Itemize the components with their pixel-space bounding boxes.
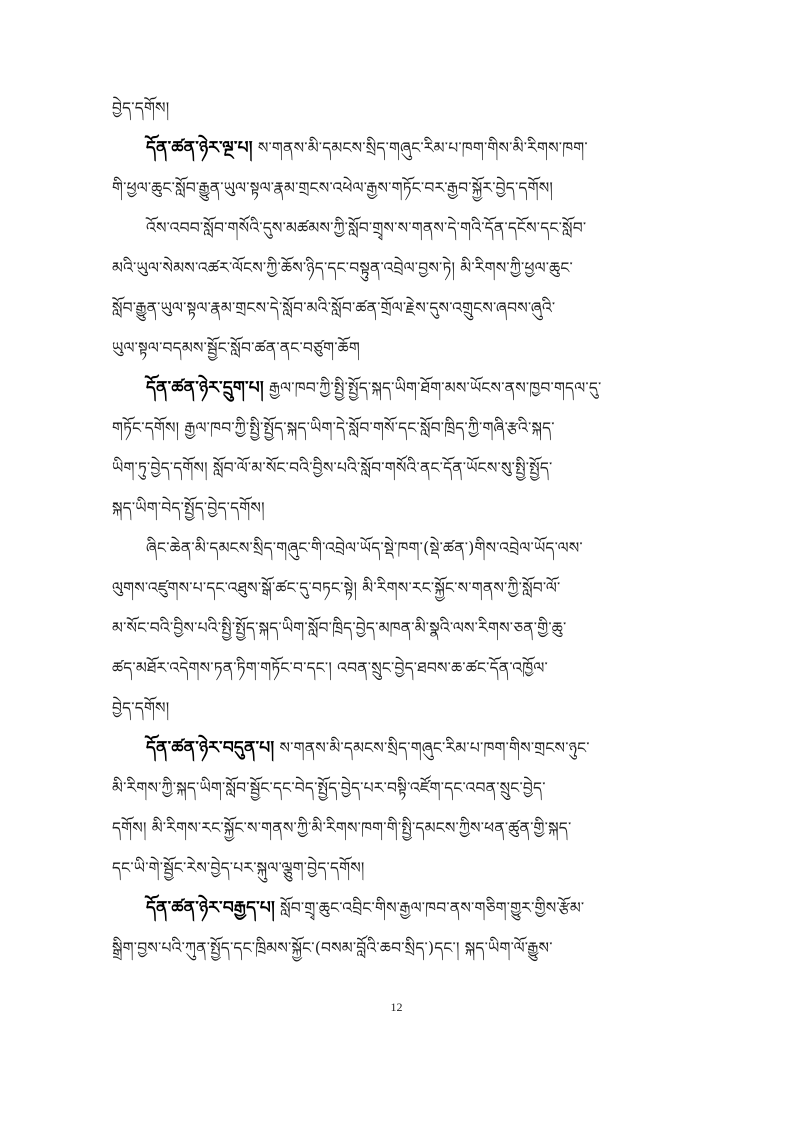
text-line xyxy=(112,928,684,968)
text-line xyxy=(112,808,684,848)
line-text: བྱེད་དགོས། xyxy=(112,699,170,717)
text-line xyxy=(112,888,684,928)
line-text: མ་སོང་བའི་བྱིས་པའི་སྤྱི་སྤྱོད་སྐད་ཡིག་སློབ་ཁྲིད་བྱེད་མཁན་མི་སྣའི་ལས་རིགས་ཅན་གྱི་ཆུ་ xyxy=(112,619,567,637)
line-text: ཚད་མཐོར་འདེགས་ཏན་ཏིག་གཏོང་བ་དང་། འབན་སྲུང་བྱེད་ཐབས་ཆ་ཚང་དོན་འཁྱོལ་ xyxy=(112,659,548,677)
text-line xyxy=(112,288,684,328)
text-line xyxy=(112,768,684,808)
page-number: 12 xyxy=(390,1000,403,1014)
line-text: བྱེད་དགོས། xyxy=(112,99,170,117)
line-text: སློབ་གྲྭ་ཆུང་འབྲིང་གིས་རྒྱལ་ཁབ་ནས་གཅིག་གྱུར་གྱིས་རྩོམ་ xyxy=(274,899,585,917)
document-page xyxy=(112,88,684,1008)
line-text: དགོས། མི་རིགས་རང་སྐྱོང་ས་གནས་ཀྱི་མི་རིགས་ཁག་གི་སྤྱི་དམངས་ཀྱིས་ཕན་ཚུན་གྱི་སྐད་ xyxy=(112,819,572,837)
line-text: སློབ་རྒྱུན་ཡུལ་སྟལ་རྣམ་གྲངས་དེ་སློབ་མའི་སློབ་ཚན་གྲོལ་རྗེས་དུས་འགྲུངས་ཞབས་ཞུའི་ xyxy=(112,299,556,317)
text-line xyxy=(112,608,684,648)
line-text: གཏོང་དགོས། རྒྱལ་ཁབ་ཀྱི་སྤྱི་སྤྱོད་སྐད་ཡིག་དེ་སློབ་གསོ་དང་སློབ་ཁྲིད་ཀྱི་གཞི་རྩའི་སྐད་ xyxy=(112,419,555,437)
text-line xyxy=(112,168,684,208)
text-line xyxy=(112,448,684,488)
text-line xyxy=(112,488,684,528)
text-line xyxy=(112,208,684,248)
text-line xyxy=(112,688,684,728)
line-text: མི་རིགས་ཀྱི་སྐད་ཡིག་སློབ་སྦྱོང་དང་བེད་སྤྱོད་བྱེད་པར་བསྟི་འཛོག་དང་འབན་སྲུང་བྱེད་ xyxy=(112,779,546,797)
line-text: ས་གནས་མི་དམངས་སྲིད་གཞུང་རིམ་པ་ཁག་གིས་གྲངས་ཉུང་ xyxy=(274,739,590,757)
line-text: མའི་ཡུལ་སེམས་འཚར་ལོངས་ཀྱི་ཆོས་ཉིད་དང་བསྟུན་འབྲེལ་བྱས་ཏེ། མི་རིགས་ཀྱི་ཕྱལ་ཆུང་ xyxy=(112,259,574,277)
article-heading: དོན་ཚན་ཉེར་དྲུག་པ། xyxy=(146,378,264,398)
line-text: ཡུལ་སྟལ་བདམས་སྦྱོང་སློབ་ཚན་ནང་བཙུག་ཆོག xyxy=(112,339,361,357)
article-heading: དོན་ཚན་ཉེར་བརྒྱད་པ། xyxy=(146,898,275,918)
text-line xyxy=(112,728,684,768)
line-text: གི་ཕྱལ་ཆུང་སློབ་རྒྱུན་ཡུལ་སྟལ་རྣམ་གྲངས་འཕེལ་རྒྱས་གཏོང་བར་རྒྱབ་སྐྱོར་བྱེད་དགོས། xyxy=(112,179,554,197)
text-line xyxy=(112,568,684,608)
article-heading: དོན་ཚན་ཉེར་བདུན་པ། xyxy=(146,738,275,758)
line-text: འོས་འབབ་སློབ་གསོའི་དུས་མཚམས་ཀྱི་སློབ་གྲྭས་ས་གནས་དེ་གའི་དོན་དངོས་དང་སློབ་ xyxy=(146,219,587,237)
text-line xyxy=(112,648,684,688)
line-text: ལུགས་འཛུགས་པ་དང་འཐུས་སྒོ་ཚང་དུ་བཏང་སྟེ། མི་རིགས་རང་སྐྱོང་ས་གནས་ཀྱི་སློབ་ལོ་ xyxy=(112,579,561,597)
text-line xyxy=(112,128,684,168)
line-text: དང་ཡི་གེ་སྦྱོང་རེས་བྱེད་པར་སྐུལ་ལྕུག་བྱེད་དགོས། xyxy=(112,859,365,877)
text-line xyxy=(112,88,684,128)
line-text: རྒྱལ་ཁབ་ཀྱི་སྤྱི་སྤྱོད་སྐད་ཡིག་ཐོག་མས་ཡོངས་ནས་ཁྱབ་གདལ་དུ་ xyxy=(263,379,602,397)
line-text: ཡིག་ཏུ་བྱེད་དགོས། སློབ་ལོ་མ་སོང་བའི་བྱིས་པའི་སློབ་གསོའི་ནང་དོན་ཡོངས་སུ་སྤྱི་སྤྱོད་ xyxy=(112,459,553,477)
text-line xyxy=(112,368,684,408)
text-line xyxy=(112,848,684,888)
line-text: སྐད་ཡིག་བེད་སྤྱོད་བྱེད་དགོས། xyxy=(112,499,265,517)
line-text: ཞིང་ཆེན་མི་དམངས་སྲིད་གཞུང་གི་འབྲེལ་ཡོད་སྡེ་ཁག་(སྡེ་ཚན་)གིས་འབྲེལ་ཡོད་ལས་ xyxy=(146,539,583,557)
text-line xyxy=(112,248,684,288)
line-text: སྒྲིག་བྱས་པའི་ཀུན་སྤྱོད་དང་ཁྲིམས་སྐྱོང་(བསམ་བློའི་ཆབ་སྲིད་)དང་། སྐད་ཡིག་ལོ་རྒྱུས་ xyxy=(112,939,553,957)
text-line xyxy=(112,408,684,448)
article-heading: དོན་ཚན་ཉེར་ལྔ་པ། xyxy=(146,138,253,158)
text-line xyxy=(112,528,684,568)
text-line xyxy=(112,328,684,368)
line-text: ས་གནས་མི་དམངས་སྲིད་གཞུང་རིམ་པ་ཁག་གིས་མི་རིགས་ཁག་ xyxy=(252,139,588,157)
